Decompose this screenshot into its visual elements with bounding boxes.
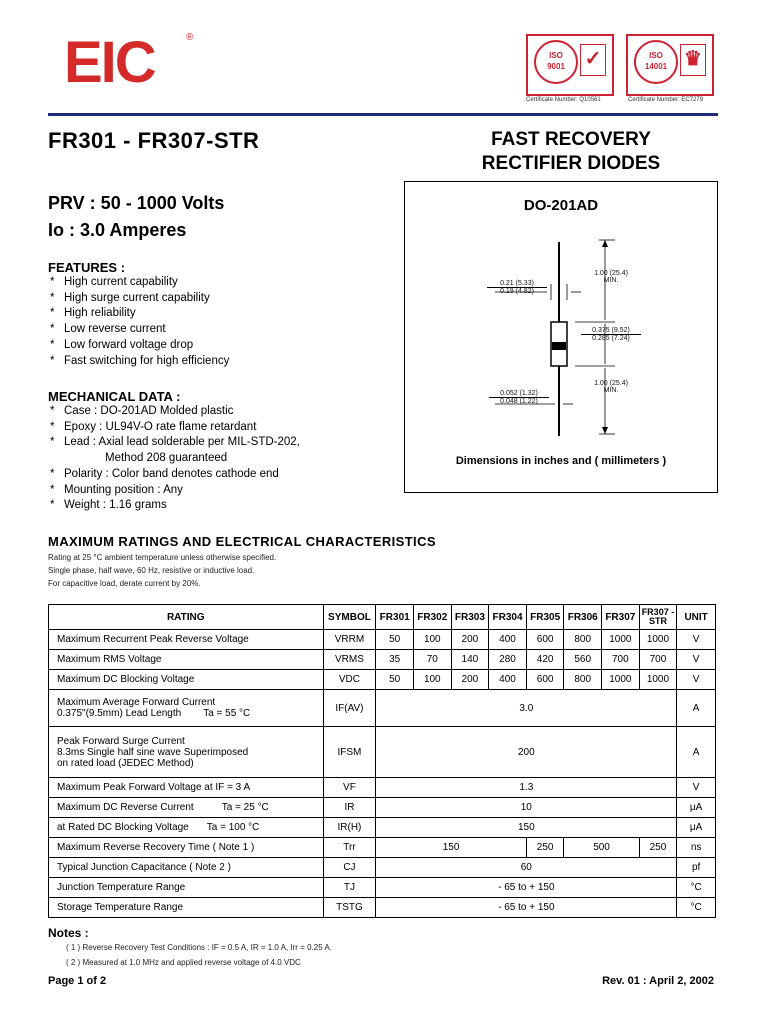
crown-icon: ♛ <box>680 44 706 76</box>
checkmark-icon: ✓ <box>580 44 606 76</box>
eic-logo <box>64 30 194 95</box>
note-item: ( 1 ) Reverse Recovery Test Conditions : IF = 0.5 A, IR = 1.0 A, Irr = 0.25 A. <box>66 943 332 952</box>
lead-diameter-label: 0.21 (5.33) 0.19 (4.82) <box>487 280 547 295</box>
table-header-row <box>49 605 716 630</box>
iso-seal-icon: ISO 14001 <box>634 40 678 84</box>
package-outline-box <box>404 181 718 493</box>
notes-heading: Notes : <box>48 926 89 940</box>
table-row: at Rated DC Blocking Voltage Ta = 100 °C IR(H) 150 μA <box>49 818 716 838</box>
features-list <box>50 275 229 369</box>
revision-date: Rev. 01 : April 2, 2002 <box>602 975 714 987</box>
table-row: Maximum Recurrent Peak Reverse Voltage VRRM 50 100 200 400 600 800 1000 1000 V <box>49 630 716 650</box>
ratings-conditions: Rating at 25 °C ambient temperature unless otherwise specified. Single phase, half wave, 60 Hz, resistive or inductive load. For capacitive load, derate current by 20%. <box>48 553 277 588</box>
page-title: FR301 - FR307-STR <box>48 128 260 153</box>
list-item: * Mounting position : Any <box>50 483 300 499</box>
bottom-lead-length-label: 1.00 (25.4) MIN. <box>594 380 628 394</box>
top-lead-length-label: 1.00 (25.4) MIN. <box>594 270 628 284</box>
table-row: Storage Temperature Range TSTG - 65 to + 150 °C <box>49 898 716 918</box>
features-heading: FEATURES : <box>48 260 126 275</box>
column-header: RATING <box>49 605 324 630</box>
io-text: Io : 3.0 Amperes <box>48 220 187 240</box>
list-item: * High reliability <box>50 306 229 322</box>
mechanical-heading: MECHANICAL DATA : <box>48 389 181 404</box>
table-row: Maximum Reverse Recovery Time ( Note 1 ) Trr 150 250 500 250 ns <box>49 838 716 858</box>
table-row: Maximum Average Forward Current 0.375"(9.5mm) Lead Length Ta = 55 °C IF(AV) 3.0 A <box>49 690 716 727</box>
header-rule <box>48 113 718 116</box>
column-header: FR305 <box>526 605 564 630</box>
table-row: Maximum DC Blocking Voltage VDC 50 100 200 400 600 800 1000 1000 V <box>49 670 716 690</box>
table-row: Maximum RMS Voltage VRMS 35 70 140 280 420 560 700 700 V <box>49 650 716 670</box>
electrical-characteristics-table <box>48 604 716 918</box>
table-row: Junction Temperature Range TJ - 65 to + 150 °C <box>49 878 716 898</box>
table-row: Maximum DC Reverse Current Ta = 25 °C IR 10 μA <box>49 798 716 818</box>
table-row: Peak Forward Surge Current 8.3ms Single half sine wave Superimposed on rated load (JEDEC Method) IFSM 200 A <box>49 727 716 778</box>
list-item: * High current capability <box>50 275 229 291</box>
column-header: FR307 -STR <box>639 605 677 630</box>
cert2-caption: Certificate Number: EC7279 <box>628 97 704 103</box>
iso-seal-icon: ISO 9001 <box>534 40 578 84</box>
mechanical-section <box>48 389 300 514</box>
list-item: Method 208 guaranteed <box>105 452 228 465</box>
wire-diameter-label: 0.052 (1.32) 0.048 (1.22) <box>489 390 549 405</box>
cert1-caption: Certificate Number: Q10561 <box>526 97 601 103</box>
list-item: * Weight : 1.16 grams <box>50 498 300 514</box>
package-caption: Dimensions in inches and ( millimeters ) <box>455 455 667 467</box>
column-header: FR304 <box>489 605 527 630</box>
prv-text: PRV : 50 - 1000 Volts <box>48 193 225 213</box>
column-header: FR306 <box>564 605 602 630</box>
column-header: FR302 <box>413 605 451 630</box>
list-item: * High surge current capability <box>50 291 229 307</box>
table-row: Maximum Peak Forward Voltage at IF = 3 A VF 1.3 V <box>49 778 716 798</box>
logo-text: EIC <box>64 30 155 95</box>
column-header: UNIT <box>677 605 716 630</box>
iso9001-certificate <box>526 34 614 96</box>
list-item: * Polarity : Color band denotes cathode end <box>50 467 300 483</box>
list-item: * Lead : Axial lead solderable per MIL-STD-202, <box>50 435 300 451</box>
ratings-heading: MAXIMUM RATINGS AND ELECTRICAL CHARACTERISTICS <box>48 534 436 549</box>
iso14001-certificate <box>626 34 714 96</box>
list-item: * Epoxy : UL94V-O rate flame retardant <box>50 420 300 436</box>
list-item: * Case : DO-201AD Molded plastic <box>50 404 300 420</box>
mechanical-list <box>50 404 300 514</box>
features-section <box>48 260 229 369</box>
product-type: FAST RECOVERY RECTIFIER DIODES <box>481 129 661 174</box>
list-item: * Low forward voltage drop <box>50 338 229 354</box>
column-header: FR301 <box>376 605 414 630</box>
ratings-summary <box>48 190 224 244</box>
list-item: * Low reverse current <box>50 322 229 338</box>
column-header: FR307 <box>602 605 640 630</box>
list-item: * Fast switching for high efficiency <box>50 354 229 370</box>
registered-mark: ® <box>186 32 194 43</box>
page-number: Page 1 of 2 <box>48 975 107 987</box>
body-length-label: 0.375 (9.52) 0.285 (7.24) <box>581 327 641 342</box>
note-item: ( 2 ) Measured at 1.0 MHz and applied reverse voltage of 4.0 VDC <box>66 958 301 967</box>
column-header: FR303 <box>451 605 489 630</box>
column-header: SYMBOL <box>323 605 376 630</box>
package-name: DO-201AD <box>523 197 599 214</box>
notes-section <box>48 926 332 970</box>
table-row: Typical Junction Capacitance ( Note 2 ) CJ 60 pf <box>49 858 716 878</box>
package-drawing <box>405 182 717 492</box>
